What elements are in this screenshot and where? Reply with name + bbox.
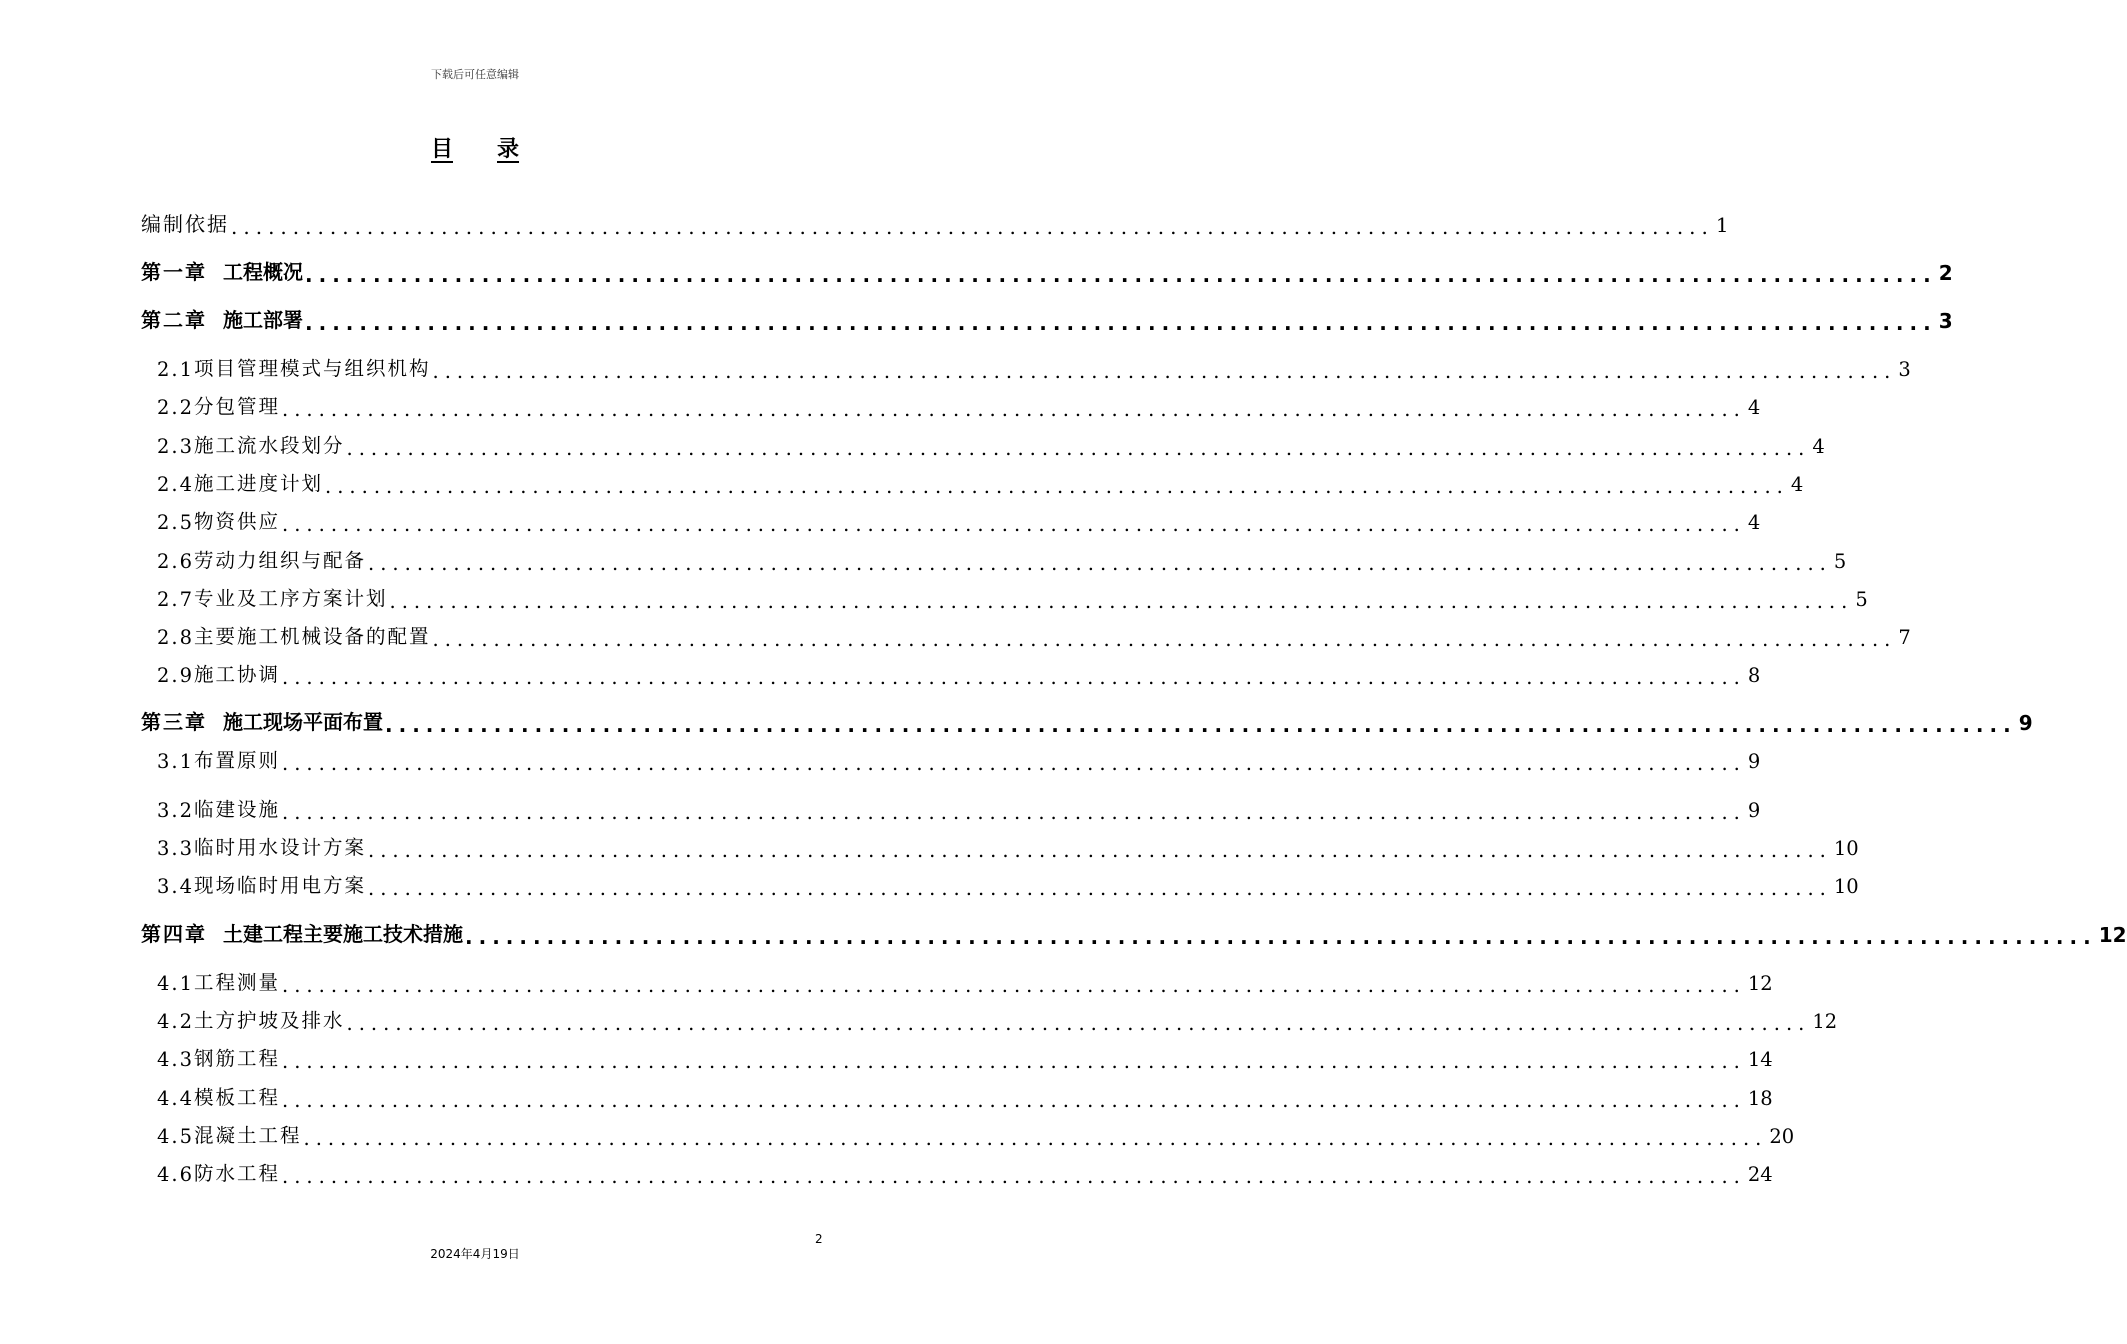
toc-entry-number: 2.3 <box>157 435 195 458</box>
toc-section-entry[interactable] <box>141 466 1804 498</box>
toc-entry-page: 8 <box>1747 664 1761 687</box>
toc-entry-label: 防水工程 <box>194 1162 281 1185</box>
toc-section-entry[interactable] <box>141 619 1911 651</box>
toc-section-entry[interactable] <box>141 657 1761 689</box>
toc-entry-page: 14 <box>1747 1048 1773 1071</box>
toc-title <box>0 132 950 163</box>
toc-section-entry[interactable] <box>141 792 1761 824</box>
toc-entry-number: 2.6 <box>157 550 195 573</box>
toc-section-entry[interactable] <box>141 1003 1838 1035</box>
toc-leader-dots: ........................................................................................................................ <box>325 474 1789 498</box>
toc-leader-dots: ........................................................................................................................ <box>305 263 1937 287</box>
toc-leader-dots: ........................................................................................................................ <box>282 1088 1746 1112</box>
toc-entry-page: 4 <box>1790 473 1804 496</box>
toc-title-part1: 目 <box>430 137 453 162</box>
toc-entry-label: 工程测量 <box>194 971 281 994</box>
toc-leader-dots: ........................................................................................................................ <box>368 838 1832 862</box>
toc-leader-dots: ........................................................................................................................ <box>282 665 1746 689</box>
toc-leader-dots: ........................................................................................................................ <box>282 397 1746 421</box>
toc-entry-number: 4.4 <box>157 1087 195 1110</box>
toc-entry-page: 5 <box>1833 550 1847 573</box>
toc-entry-label: 专业及工序方案计划 <box>194 587 388 610</box>
toc-entry-page: 18 <box>1747 1087 1773 1110</box>
toc-entry-page: 24 <box>1747 1163 1773 1186</box>
toc-section-entry[interactable] <box>141 1156 1773 1188</box>
toc-entry-page: 10 <box>1833 837 1859 860</box>
toc-leader-dots: ........................................................................................................................ <box>368 551 1832 575</box>
toc-entry-page: 3 <box>1898 358 1911 381</box>
toc-entry-label: 现场临时用电方案 <box>194 874 367 897</box>
toc-leader-dots: ........................................................................................................................ <box>346 436 1811 460</box>
toc-entry-number: 4.6 <box>157 1163 195 1186</box>
toc-entry-label: 布置原则 <box>194 749 281 772</box>
toc-chapter-entry[interactable] <box>141 255 1953 287</box>
toc-entry-page: 1 <box>1715 213 1729 237</box>
toc-chapter-entry[interactable] <box>141 917 2127 949</box>
toc-entry-page: 4 <box>1747 511 1761 534</box>
toc-entry-page: 10 <box>1833 875 1859 898</box>
toc-entry-page: 4 <box>1812 435 1825 458</box>
toc-entry-label: 施工现场平面布置 <box>223 710 383 734</box>
toc-section-entry[interactable] <box>141 965 1773 997</box>
toc-entry-number: 4.2 <box>157 1010 195 1033</box>
toc-entry-page: 2 <box>1938 261 1953 285</box>
toc-chapter-entry[interactable] <box>141 303 1953 335</box>
page-number: 2 <box>815 1232 823 1246</box>
toc-leader-dots: ........................................................................................................................ <box>282 512 1746 536</box>
toc-entry-label: 物资供应 <box>194 510 281 533</box>
toc-entry-label: 临建设施 <box>194 798 281 821</box>
toc-leader-dots: ........................................................................................................................ <box>465 925 2097 949</box>
toc-entry-number: 3.2 <box>157 799 195 822</box>
toc-leader-dots: ........................................................................................................................ <box>432 359 1897 383</box>
toc-entry-page: 9 <box>1747 750 1761 773</box>
toc-entry-page: 4 <box>1747 396 1761 419</box>
page-header: 下载后可任意编辑 <box>431 68 519 81</box>
toc-section-entry[interactable] <box>141 1080 1773 1112</box>
toc-entry-number: 2.7 <box>157 588 195 611</box>
toc-entry-number: 2.8 <box>157 626 195 649</box>
toc-entry-page: 20 <box>1769 1125 1795 1148</box>
toc-section-entry[interactable] <box>141 868 1859 900</box>
toc-entry-number: 2.2 <box>157 396 195 419</box>
toc-entry-number: 第三章 <box>141 710 207 734</box>
toc-entry-label: 模板工程 <box>194 1086 281 1109</box>
toc-chapter-entry[interactable] <box>141 705 2033 737</box>
toc-entry-label: 工程概况 <box>223 260 303 284</box>
toc-section-entry[interactable] <box>141 389 1761 421</box>
toc-leader-dots: ........................................................................................................................ <box>385 713 2017 737</box>
toc-leader-dots: ........................................................................................................................ <box>282 751 1746 775</box>
toc-section-entry[interactable] <box>141 504 1761 536</box>
toc-entry-number: 2.9 <box>157 664 195 687</box>
toc-entry-page: 12 <box>2098 923 2127 947</box>
toc-leader-dots: ........................................................................................................................ <box>389 589 1854 613</box>
toc-section-entry[interactable] <box>141 543 1847 575</box>
toc-entry-number: 3.1 <box>157 750 195 773</box>
toc-leader-dots: ........................................................................................................................ <box>368 876 1832 900</box>
toc-section-entry[interactable] <box>141 581 1868 613</box>
toc-leader-dots: ........................................................................................................................ <box>346 1011 1811 1035</box>
toc-entry-number: 4.5 <box>157 1125 195 1148</box>
toc-entry-page: 5 <box>1855 588 1868 611</box>
toc-leader-dots: ........................................................................................................................ <box>282 800 1746 824</box>
toc-entry-label: 土方护坡及排水 <box>194 1009 345 1032</box>
toc-section-entry[interactable] <box>141 743 1761 775</box>
toc-entry-number: 4.1 <box>157 972 195 995</box>
toc-entry-page: 7 <box>1898 626 1911 649</box>
toc-leader-dots: ........................................................................................................................ <box>303 1126 1768 1150</box>
toc-section-entry[interactable] <box>141 428 1825 460</box>
toc-entry-number: 第一章 <box>141 260 207 284</box>
page-footer-date: 2024年4月19日 <box>430 1247 520 1261</box>
toc-section-entry[interactable] <box>141 351 1911 383</box>
toc-entry-label: 主要施工机械设备的配置 <box>194 625 431 648</box>
toc-entry-label: 分包管理 <box>194 395 281 418</box>
toc-entry-number: 2.5 <box>157 511 195 534</box>
toc-entry-page: 12 <box>1812 1010 1838 1033</box>
toc-entry-label: 劳动力组织与配备 <box>194 549 367 572</box>
toc-entry-label: 施工流水段划分 <box>194 434 345 457</box>
toc-entry-number: 2.4 <box>157 473 195 496</box>
toc-entry-label: 项目管理模式与组织机构 <box>194 357 431 380</box>
toc-entry-label: 编制依据 <box>141 212 229 236</box>
toc-entry[interactable] <box>141 207 1729 239</box>
toc-entry-label: 施工部署 <box>223 308 303 332</box>
toc-entry-number: 4.3 <box>157 1048 195 1071</box>
toc-entry-number: 3.4 <box>157 875 195 898</box>
toc-entry-page: 9 <box>1747 799 1761 822</box>
toc-entry-label: 临时用水设计方案 <box>194 836 367 859</box>
toc-entry-label: 施工协调 <box>194 663 281 686</box>
toc-leader-dots: ........................................................................................................................ <box>282 1049 1746 1073</box>
toc-entry-number: 第四章 <box>141 922 207 946</box>
toc-entry-number: 第二章 <box>141 308 207 332</box>
toc-entry-number: 3.3 <box>157 837 195 860</box>
toc-entry-page: 9 <box>2018 711 2033 735</box>
toc-leader-dots: ........................................................................................................................ <box>305 311 1937 335</box>
toc-entry-page: 12 <box>1747 972 1773 995</box>
toc-entry-page: 3 <box>1938 309 1953 333</box>
toc-section-entry[interactable] <box>141 830 1859 862</box>
toc-title-part2: 录 <box>497 137 520 162</box>
toc-leader-dots: ........................................................................................................................ <box>282 973 1746 997</box>
toc-leader-dots: ........................................................................................................................ <box>282 1164 1746 1188</box>
toc-entry-label: 钢筋工程 <box>194 1047 281 1070</box>
toc-entry-label: 混凝土工程 <box>194 1124 302 1147</box>
toc-section-entry[interactable] <box>141 1118 1795 1150</box>
toc-entry-label: 施工进度计划 <box>194 472 324 495</box>
toc-entry-label: 土建工程主要施工技术措施 <box>223 922 463 946</box>
toc-entry-number: 2.1 <box>157 358 195 381</box>
toc-section-entry[interactable] <box>141 1041 1773 1073</box>
toc-leader-dots: ........................................................................................................................ <box>231 215 1714 239</box>
toc-leader-dots: ........................................................................................................................ <box>432 627 1897 651</box>
